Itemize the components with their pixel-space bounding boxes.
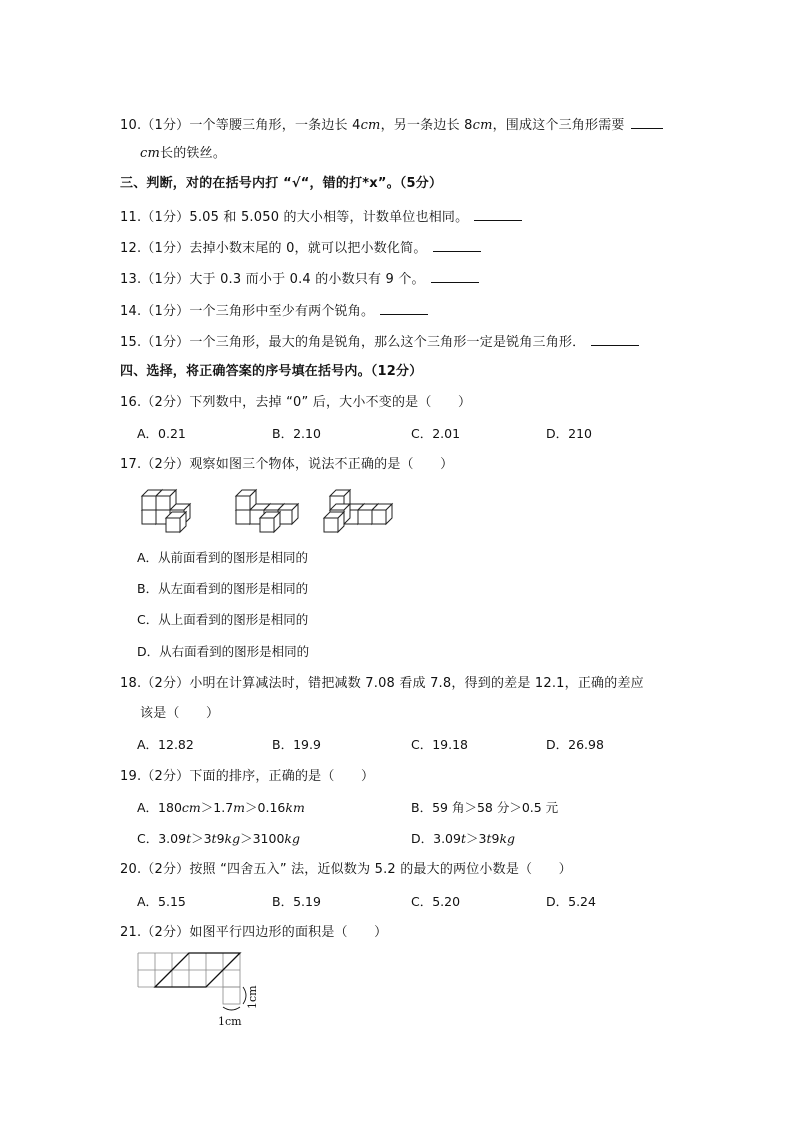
question-11: 11.（1分）5.05 和 5.050 的大小相等，计数单位也相同。 <box>120 207 522 227</box>
option-c[interactable]: C．2.01 <box>411 426 461 441</box>
cube-figures <box>138 486 398 536</box>
option-a[interactable]: A．5.15 <box>137 894 186 909</box>
parallelogram-grid-figure <box>138 953 278 1033</box>
answer-blank[interactable] <box>591 332 639 346</box>
option-c[interactable]: C．19.18 <box>411 737 469 752</box>
question-12: 12.（1分）去掉小数末尾的 0，就可以把小数化简。 <box>120 238 481 258</box>
option-a[interactable]: A．从前面看到的图形是相同的 <box>137 550 309 565</box>
cube-figure-2 <box>236 490 298 532</box>
option-c[interactable]: C．从上面看到的图形是相同的 <box>137 612 309 627</box>
section-4-heading: 四、选择，将正确答案的序号填在括号内。（12分） <box>120 364 423 379</box>
option-a[interactable]: A．12.82 <box>137 737 194 752</box>
question-15: 15.（1分）一个三角形，最大的角是锐角，那么这个三角形一定是锐角三角形． <box>120 332 639 352</box>
option-d[interactable]: D．5.24 <box>546 894 596 909</box>
option-d[interactable]: D．3.09t＞3t9kg <box>411 831 516 846</box>
question-18-stem-line2: 该是（ ） <box>140 706 220 721</box>
section-3-heading: 三、判断，对的在括号内打 “√“，错的打*x”。（5分） <box>120 176 443 191</box>
question-19-stem: 19.（2分）下面的排序，正确的是（ ） <box>120 769 375 784</box>
option-d[interactable]: D．26.98 <box>546 737 604 752</box>
cube-figure-3 <box>324 490 392 532</box>
question-10-line2: cm长的铁丝。 <box>140 146 227 161</box>
answer-blank[interactable] <box>380 301 428 315</box>
question-16-stem: 16.（2分）下列数中，去掉 “0” 后，大小不变的是（ ） <box>120 395 472 410</box>
answer-blank[interactable] <box>433 238 481 252</box>
option-b[interactable]: B．5.19 <box>272 894 321 909</box>
label-1cm-vertical: 1cm <box>246 985 259 1009</box>
option-c[interactable]: C．3.09t＞3t9kg＞3100kg <box>137 831 300 846</box>
question-21-stem: 21.（2分）如图平行四边形的面积是（ ） <box>120 925 388 940</box>
answer-blank[interactable] <box>474 207 522 221</box>
label-1cm-horizontal: 1cm <box>218 1015 242 1028</box>
option-d[interactable]: D．从右面看到的图形是相同的 <box>137 644 310 659</box>
option-b[interactable]: B．从左面看到的图形是相同的 <box>137 581 309 596</box>
option-d[interactable]: D．210 <box>546 426 592 441</box>
answer-blank[interactable] <box>631 115 663 129</box>
question-10: 10.（1分）一个等腰三角形，一条边长 4cm，另一条边长 8cm，围成这个三角形需要 <box>120 115 663 135</box>
option-b[interactable]: B．19.9 <box>272 737 321 752</box>
answer-blank[interactable] <box>431 269 479 283</box>
question-20-stem: 20.（2分）按照 “四舍五入” 法，近似数为 5.2 的最大的两位小数是（ ） <box>120 862 572 877</box>
question-14: 14.（1分）一个三角形中至少有两个锐角。 <box>120 301 428 321</box>
option-a[interactable]: A．0.21 <box>137 426 186 441</box>
cube-figure-1 <box>142 490 190 532</box>
option-b[interactable]: B．2.10 <box>272 426 321 441</box>
option-b[interactable]: B．59 角＞58 分＞0.5 元 <box>411 800 559 815</box>
question-17-stem: 17.（2分）观察如图三个物体，说法不正确的是（ ） <box>120 457 454 472</box>
question-18-stem: 18.（2分）小明在计算减法时，错把减数 7.08 看成 7.8，得到的差是 12.1，正确的差应 <box>120 676 644 691</box>
question-13: 13.（1分）大于 0.3 而小于 0.4 的小数只有 9 个。 <box>120 269 479 289</box>
option-a[interactable]: A．180cm＞1.7m＞0.16km <box>137 800 305 815</box>
option-c[interactable]: C．5.20 <box>411 894 461 909</box>
